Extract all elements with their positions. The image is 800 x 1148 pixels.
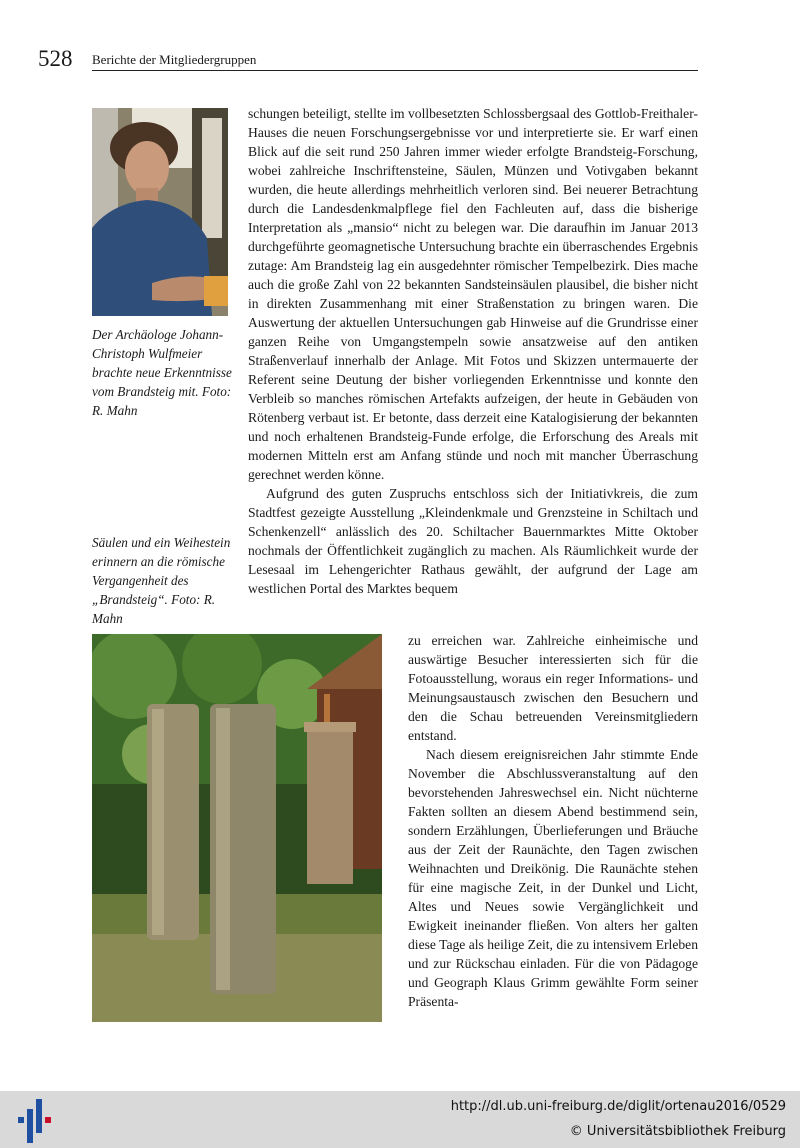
header-rule	[92, 70, 698, 71]
paragraph-1: schungen beteiligt, stellte im vollbesetzten Schlossbergsaal des Gottlob-Freithaler-Hauses die neuen Forschungsergebnisse vor und interpretierte sie. Er warf einen Blick auf die seit rund 250 Jahren immer wieder erfolgte Brandsteig-Forschung, wobei zahlreiche Inschriftensteine, Säulen, Münzen und Votivgaben bekannt wurden, die heute allerdings mehrheitlich verloren sind. Bei neuerer Betrachtung durch die Landesdenkmalpflege fiel den Fachleuten auf, dass die bisherige Interpretation als „mansio“ nicht zu belegen war. Die daraufhin im Januar 2013 durchgeführte geomagnetische Untersuchung brachte ein überraschendes Ergebnis zutage: Am Brandsteig lag ein ausgedehnter römischer Tempelbezirk. Dies mache auch die große Zahl von 22 bekannten Sandsteinsäulen plausibel, die bisher nicht in direkten Zusammenhang mit einer Straßenstation zu bringen waren. Die Auswertung der aktuellen Untersuchungen gab Hinweise auf die Grundrisse einer ganzen Reihe von Umgangstempeln sowie ansatzweise auf den antiken Straßenverlauf innerhalb der Anlage. Mit Fotos und Skizzen untermauerte der Referent seine Deutung der bisher vorliegenden Erkenntnisse und konnte den Verbleib so manches römischen Artefakts aufzeigen, der heute in Gebäuden von Rötenberg verbaut ist. Er betonte, dass derzeit eine Katalogisierung der bekannten und noch erhaltenen Brandsteig-Funde erfolge, die Erforschung des Areals mit modernen Mitteln erst am Anfang stünde und noch mit mancher Überraschung gerechnet werden könne.	[248, 106, 698, 482]
paragraph-2-part-2: zu erreichen war. Zahlreiche einheimische und auswärtige Besucher interessierten sich für die Fotoausstellung, woraus ein reger Informations- und Meinungsaustausch zwischen den Besuchern und den die Schau betreuenden Vereinsmitgliedern entstand.	[408, 633, 698, 743]
body-text-full-width	[248, 104, 698, 598]
roman-columns-photo	[92, 634, 382, 1022]
paragraph-2-part-1: Aufgrund des guten Zuspruchs entschloss sich der Initiativkreis, die zum Stadtfest gezeigte Ausstellung „Kleindenkmale und Grenzsteine in Schiltach und Schenkenzell“ anlässlich des 20. Schiltacher Bauernmarktes Mitte Oktober nochmals der Öffentlichkeit zugänglich zu machen. Als Räumlichkeit wurde der Lesesaal im Lehengerichter Rathaus gewählt, der aufgrund der Lage am westlichen Portal des Marktes bequem	[248, 486, 698, 596]
portrait-caption: Der Archäologe Johann-Christoph Wulfmeier brachte neue Erkenntnisse vom Brandsteig mit. Foto: R. Mahn	[92, 327, 232, 418]
source-url-link[interactable]: http://dl.ub.uni-freiburg.de/diglit/ortenau2016/0529	[450, 1099, 786, 1114]
page-number: 528	[38, 46, 73, 71]
paragraph-3: Nach diesem ereignisreichen Jahr stimmte Ende November die Abschlussveranstaltung auf den bevorstehenden Jahreswechsel ein. Nicht nüchterne Fakten sollten an diesem Abend bestimmend sein, sondern Erzählungen, Überlieferungen und Bräuche aus der Zeit der Raunächte, den Tagen zwischen Weihnachten und Dreikönig. Die Raunächte stehen für eine magische Zeit, in der Dunkel und Licht, Altes und Neues sowie Vergänglichkeit und Ewigkeit ineinander fließen. Von alters her galten diese Tage als heilige Zeit, die zu intensivem Erleben und zur Rückschau einladen. Für die von Pädagoge und Geograph Klaus Grimm gewählte Form seiner Präsenta-	[408, 747, 698, 1009]
columns-caption: Säulen und ein Weihestein erinnern an die römische Vergangenheit des „Brandsteig“. Foto: R. Mahn	[92, 535, 231, 626]
portrait-photo	[92, 108, 228, 316]
copyright-text: © Universitätsbibliothek Freiburg	[569, 1124, 786, 1139]
library-logo-icon	[18, 1099, 52, 1143]
running-head: Berichte der Mitgliedergruppen	[92, 52, 257, 67]
footer-bar	[0, 1091, 800, 1148]
body-text-narrow	[408, 631, 698, 1011]
